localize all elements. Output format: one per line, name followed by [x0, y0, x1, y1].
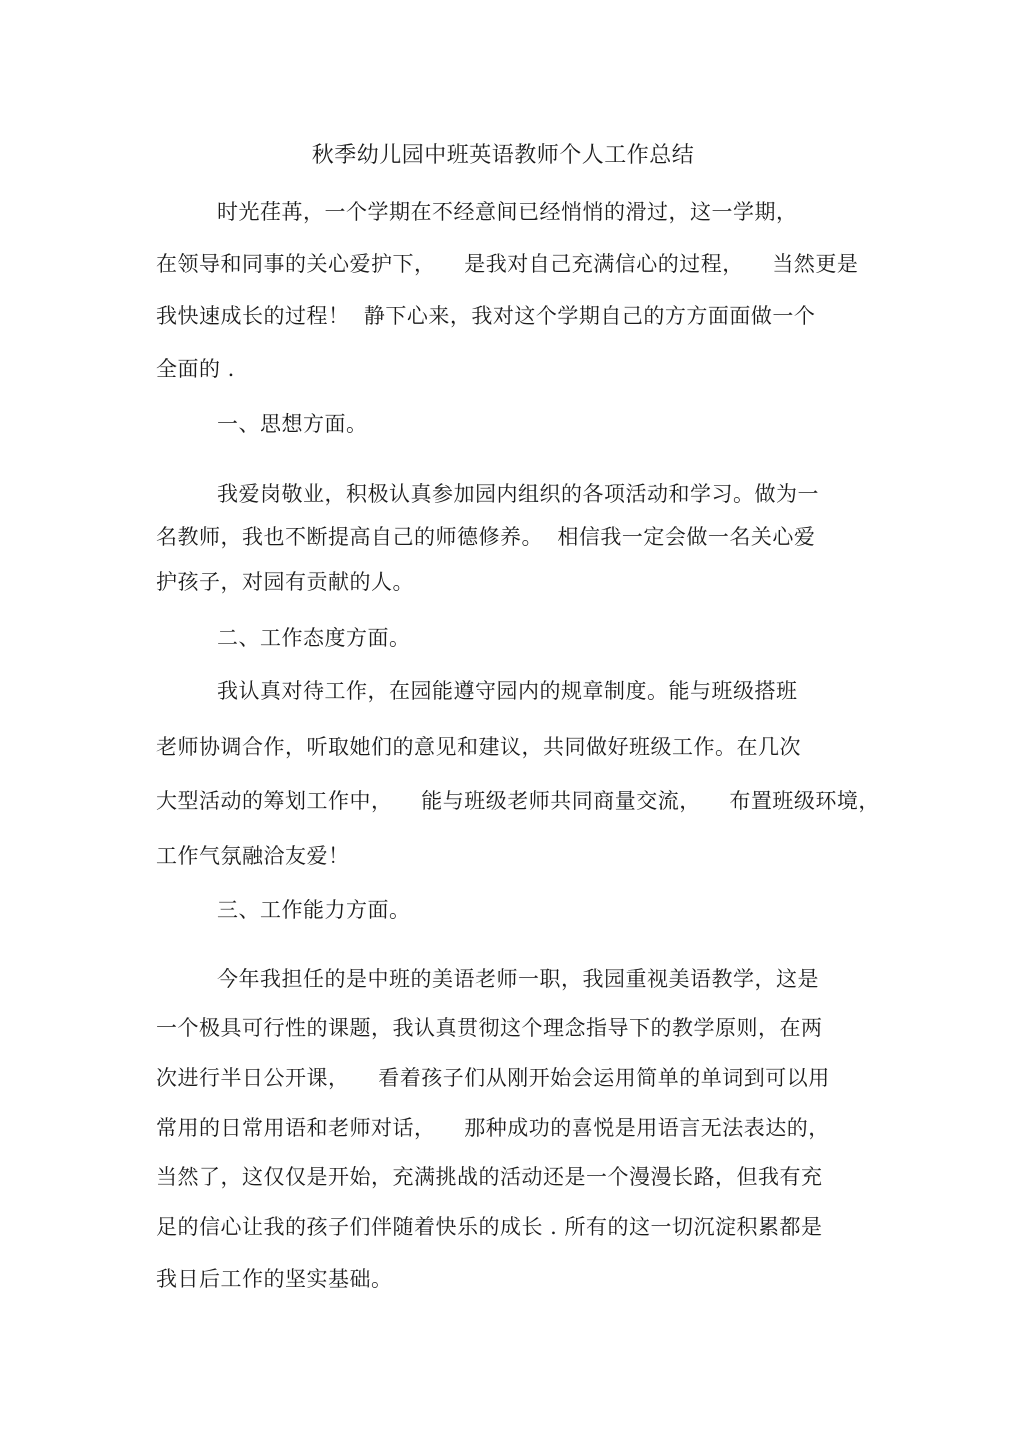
- section-heading: 一、思想方面。: [217, 412, 368, 436]
- paragraph-line: 足的信心让我的孩子们伴随着快乐的成长 . 所有的这一切沉淀积累都是: [156, 1215, 823, 1239]
- paragraph-line: 名教师，我也不断提高自己的师德修养。 相信我一定会做一名关心爱: [156, 525, 816, 549]
- paragraph-line: 工作气氛融洽友爱！: [156, 844, 350, 868]
- paragraph-line: 我日后工作的坚实基础。: [156, 1267, 393, 1291]
- section-heading: 二、工作态度方面。: [217, 626, 411, 650]
- paragraph-line: 在领导和同事的关心爱护下， 是我对自己充满信心的过程， 当然更是: [156, 252, 859, 276]
- paragraph-line: 常用的日常用语和老师对话， 那种成功的喜悦是用语言无法表达的，: [156, 1116, 830, 1140]
- paragraph-line: 护孩子，对园有贡献的人。: [156, 570, 414, 594]
- paragraph-line: 全面的 .: [156, 357, 235, 381]
- paragraph-line: 次进行半日公开课， 看着孩子们从刚开始会运用简单的单词到可以用: [156, 1066, 830, 1090]
- paragraph-line: 大型活动的筹划工作中， 能与班级老师共同商量交流， 布置班级环境，: [156, 789, 880, 813]
- paragraph-line: 一个极具可行性的课题，我认真贯彻这个理念指导下的教学原则，在两: [156, 1016, 823, 1040]
- paragraph-line: 今年我担任的是中班的美语老师一职，我园重视美语教学，这是: [217, 967, 819, 991]
- paragraph-line: 我爱岗敬业，积极认真参加园内组织的各项活动和学习。做为一: [217, 482, 819, 506]
- paragraph-line: 我认真对待工作，在园能遵守园内的规章制度。能与班级搭班: [217, 679, 798, 703]
- document-title: 秋季幼儿园中班英语教师个人工作总结: [311, 143, 695, 168]
- section-heading: 三、工作能力方面。: [217, 898, 411, 922]
- paragraph-line: 我快速成长的过程！ 静下心来，我对这个学期自己的方方面面做一个: [156, 304, 816, 328]
- paragraph-line: 当然了，这仅仅是开始，充满挑战的活动还是一个漫漫长路，但我有充: [156, 1165, 823, 1189]
- paragraph-line: 老师协调合作，听取她们的意见和建议，共同做好班级工作。在几次: [156, 735, 801, 759]
- paragraph-line: 时光荏苒，一个学期在不经意间已经悄悄的滑过，这一学期，: [217, 200, 798, 224]
